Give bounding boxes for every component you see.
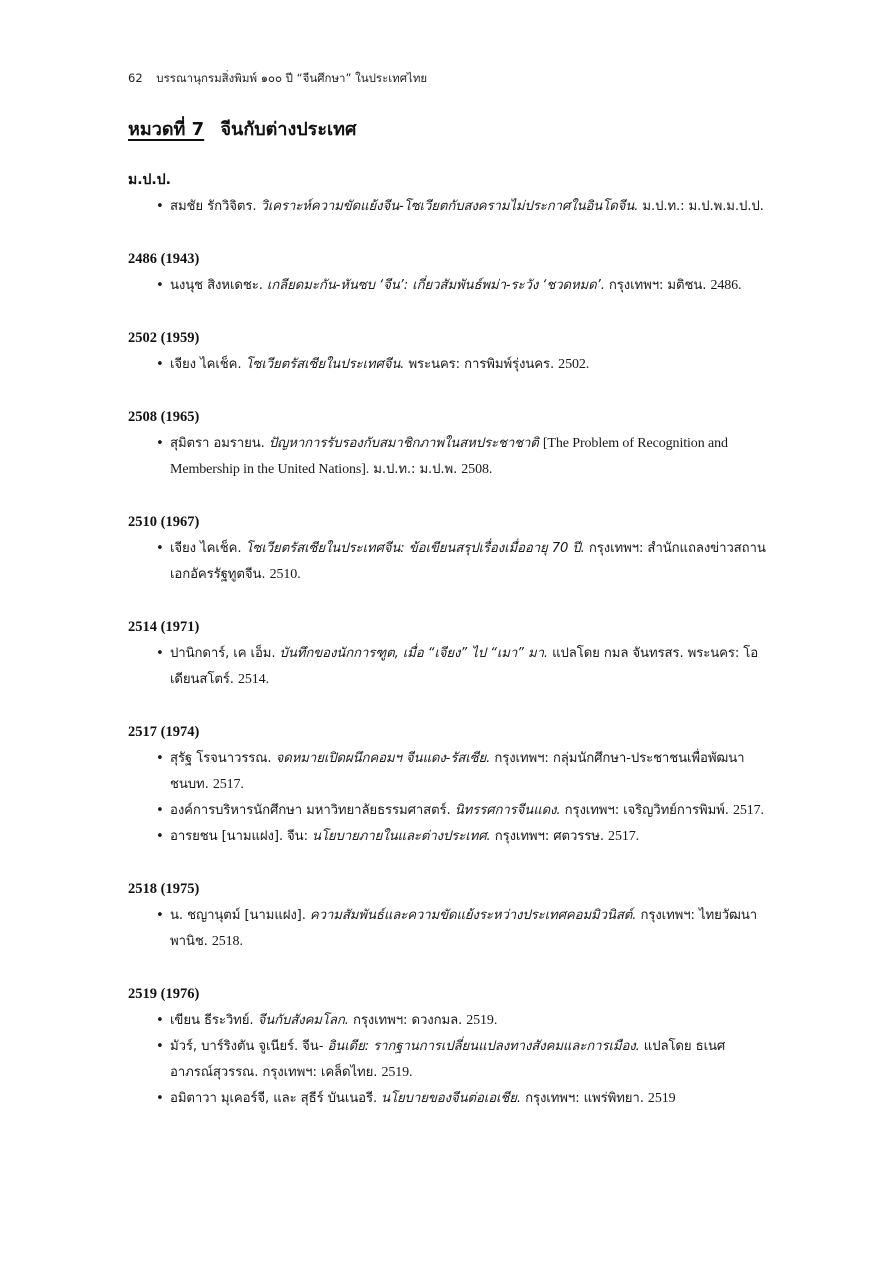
entry-title: นิทรรศการจีนแดง. [454, 803, 561, 818]
section-heading: 2518 (1975) [128, 881, 200, 897]
bullet-icon: • [156, 357, 164, 372]
bibliography-entry [128, 431, 768, 483]
section-heading: 2514 (1971) [128, 619, 200, 635]
entry-author: เจียง ไคเช็ค. [170, 541, 242, 556]
entry-author: อารยชน [นามแฝง]. จีน: [170, 829, 308, 844]
entry-title: ปัญหาการรับรองกับสมาชิกภาพในสหประชาชาติ [268, 436, 539, 451]
entry-year: 2502. [558, 357, 590, 372]
entry-list [128, 431, 768, 483]
entry-author: เจียง ไคเช็ค. [170, 357, 242, 372]
year-section [128, 407, 768, 483]
bullet-icon: • [156, 751, 164, 766]
entry-year: 2514. [237, 672, 269, 687]
section-heading: 2486 (1943) [128, 251, 200, 267]
entry-list [128, 352, 768, 378]
entry-publisher: แปลโดย กมล จันทรสร. พระนคร: โอเดียนสโตร์. [170, 646, 759, 687]
entry-title: เกลียดมะกัน-หันซบ ‘จีน’: เกี่ยวสัมพันธ์พม่า-ระวัง ‘ชวดหมด’. [266, 278, 605, 293]
chapter-title: จีนกับต่างประเทศ [220, 119, 357, 140]
bullet-icon: • [156, 1013, 164, 1028]
entry-author: นงนุช สิงหเดชะ. [170, 278, 263, 293]
entry-year: 2517. [212, 777, 244, 792]
bibliography-entry [128, 1034, 768, 1086]
bibliography-entry [128, 1086, 768, 1112]
entry-year: 2518. [211, 934, 243, 949]
year-section [128, 617, 768, 693]
year-section [128, 512, 768, 588]
year-section [128, 328, 768, 378]
entry-title: จดหมายเปิดผนึกคอมฯ จีนแดง-รัสเซีย. [275, 751, 491, 766]
entry-author: สุมิตรา อมรายน. [170, 436, 265, 451]
chapter-heading [128, 114, 356, 143]
entry-publisher: แปลโดย ธเนศ อาภรณ์สุวรรณ. กรุงเทพฯ: เคล็ดไทย. [170, 1039, 726, 1080]
page-number: 62 [128, 71, 143, 85]
bibliography-entry [128, 798, 768, 824]
entry-year: 2519. [466, 1013, 498, 1028]
entry-title: อินเดีย: รากฐานการเปลี่ยนแปลงทางสังคมและการเมือง. [327, 1039, 640, 1054]
entry-publisher: ม.ป.ท.: ม.ป.พ. [373, 462, 458, 477]
year-section [128, 722, 768, 850]
section-heading: 2508 (1965) [128, 409, 200, 425]
bibliography-entry [128, 536, 768, 588]
section-heading: 2510 (1967) [128, 514, 200, 530]
year-section [128, 984, 768, 1112]
section-heading: 2519 (1976) [128, 986, 200, 1002]
entry-list [128, 273, 768, 299]
entry-author: องค์การบริหารนักศึกษา มหาวิทยาลัยธรรมศาสตร์. [170, 803, 451, 818]
bullet-icon: • [156, 541, 164, 556]
entry-list [128, 903, 768, 955]
entry-publisher: กรุงเทพฯ: แพร่พิทยา. [525, 1091, 644, 1106]
entry-title: โซเวียตรัสเซียในประเทศจีน. [245, 357, 405, 372]
entry-title: ความสัมพันธ์และความขัดแย้งระหว่างประเทศคอมมิวนิสต์. [309, 908, 637, 923]
entry-author: ปานิกดาร์, เค เอ็ม. [170, 646, 276, 661]
bullet-icon: • [156, 199, 164, 214]
entry-title: วิเคราะห์ความขัดแย้งจีน-โซเวียตกับสงครามไม่ประกาศในอินโดจีน. [260, 199, 639, 214]
entry-year: 2519. [381, 1065, 413, 1080]
bibliography-entry [128, 1008, 768, 1034]
entry-list [128, 641, 768, 693]
entry-publisher: กรุงเทพฯ: เจริญวิทย์การพิมพ์. [564, 803, 729, 818]
entry-publisher: กรุงเทพฯ: ดวงกมล. [352, 1013, 463, 1028]
bullet-icon: • [156, 1091, 164, 1106]
entry-title: บันทึกของนักการฑูต, เมื่อ “เจียง” ไป “เมา” มา. [279, 646, 548, 661]
bibliography-entry [128, 273, 768, 299]
bullet-icon: • [156, 1039, 164, 1054]
year-section [128, 879, 768, 955]
bullet-icon: • [156, 278, 164, 293]
bibliography-entry [128, 352, 768, 378]
entry-list [128, 194, 768, 220]
running-head [128, 70, 427, 88]
bibliography-entry [128, 641, 768, 693]
entry-author: น. ชญานุตม์ [นามแฝง]. [170, 908, 306, 923]
entry-title: จีนกับสังคมโลก. [257, 1013, 349, 1028]
entry-year: 2517. [608, 829, 640, 844]
bibliography-entry [128, 194, 768, 220]
bullet-icon: • [156, 829, 164, 844]
entry-publisher: พระนคร: การพิมพ์รุ่งนคร. [408, 357, 555, 372]
entry-year: 2510. [269, 567, 301, 582]
entry-publisher: กรุงเทพฯ: ไทยวัฒนาพานิช. [170, 908, 758, 949]
entry-title: นโยบายภายในและต่างประเทศ. [312, 829, 491, 844]
entry-publisher: กรุงเทพฯ: สำนักแถลงข่าวสถานเอกอัครรัฐทูตจีน. [170, 541, 766, 582]
entry-author: มัวร์, บาร์ริงตัน จูเนียร์. จีน- [170, 1039, 324, 1054]
entry-year: 2486. [710, 278, 742, 293]
bibliography-entry [128, 824, 768, 850]
section-heading: 2517 (1974) [128, 724, 200, 740]
chapter-label: หมวดที่ 7 [128, 119, 205, 140]
bullet-icon: • [156, 803, 164, 818]
section-heading: ม.ป.ป. [128, 172, 171, 188]
entry-list [128, 1008, 768, 1112]
bibliography-list [128, 170, 768, 1141]
entry-publisher: ม.ป.ท.: ม.ป.พ.ม.ป.ป. [642, 199, 764, 214]
book-title: บรรณานุกรมสิ่งพิมพ์ ๑๐๐ ปี “จีนศึกษา” ในประเทศไทย [156, 71, 428, 85]
entry-author: สมชัย รักวิจิตร. [170, 199, 257, 214]
section-heading: 2502 (1959) [128, 330, 200, 346]
entry-english-title: [The Problem of Recognition and Membership in the United Nations]. [170, 436, 728, 477]
bullet-icon: • [156, 436, 164, 451]
entry-year: 2508. [461, 462, 493, 477]
bullet-icon: • [156, 908, 164, 923]
entry-publisher: กรุงเทพฯ: ศตวรรษ. [494, 829, 604, 844]
entry-year: 2519 [647, 1091, 676, 1106]
year-section [128, 170, 768, 220]
entry-author: เขียน ธีระวิทย์. [170, 1013, 254, 1028]
year-section [128, 249, 768, 299]
entry-title: โซเวียตรัสเซียในประเทศจีน: ข้อเขียนสรุปเรื่องเมื่ออายุ 70 ปี. [245, 541, 585, 556]
entry-year: 2517. [732, 803, 764, 818]
entry-publisher: กรุงเทพฯ: กลุ่มนักศึกษา-ประชาชนเพื่อพัฒนาชนบท. [170, 751, 745, 792]
entry-publisher: กรุงเทพฯ: มติชน. [608, 278, 707, 293]
entry-list [128, 746, 768, 850]
bibliography-entry [128, 746, 768, 798]
bibliography-entry [128, 903, 768, 955]
entry-author: สุรัฐ โรจนาวรรณ. [170, 751, 272, 766]
bullet-icon: • [156, 646, 164, 661]
entry-list [128, 536, 768, 588]
entry-title: นโยบายของจีนต่อเอเชีย. [381, 1091, 521, 1106]
entry-author: อมิตาวา มุเคอร์จี, และ สุธีร์ บันเนอรี. [170, 1091, 378, 1106]
